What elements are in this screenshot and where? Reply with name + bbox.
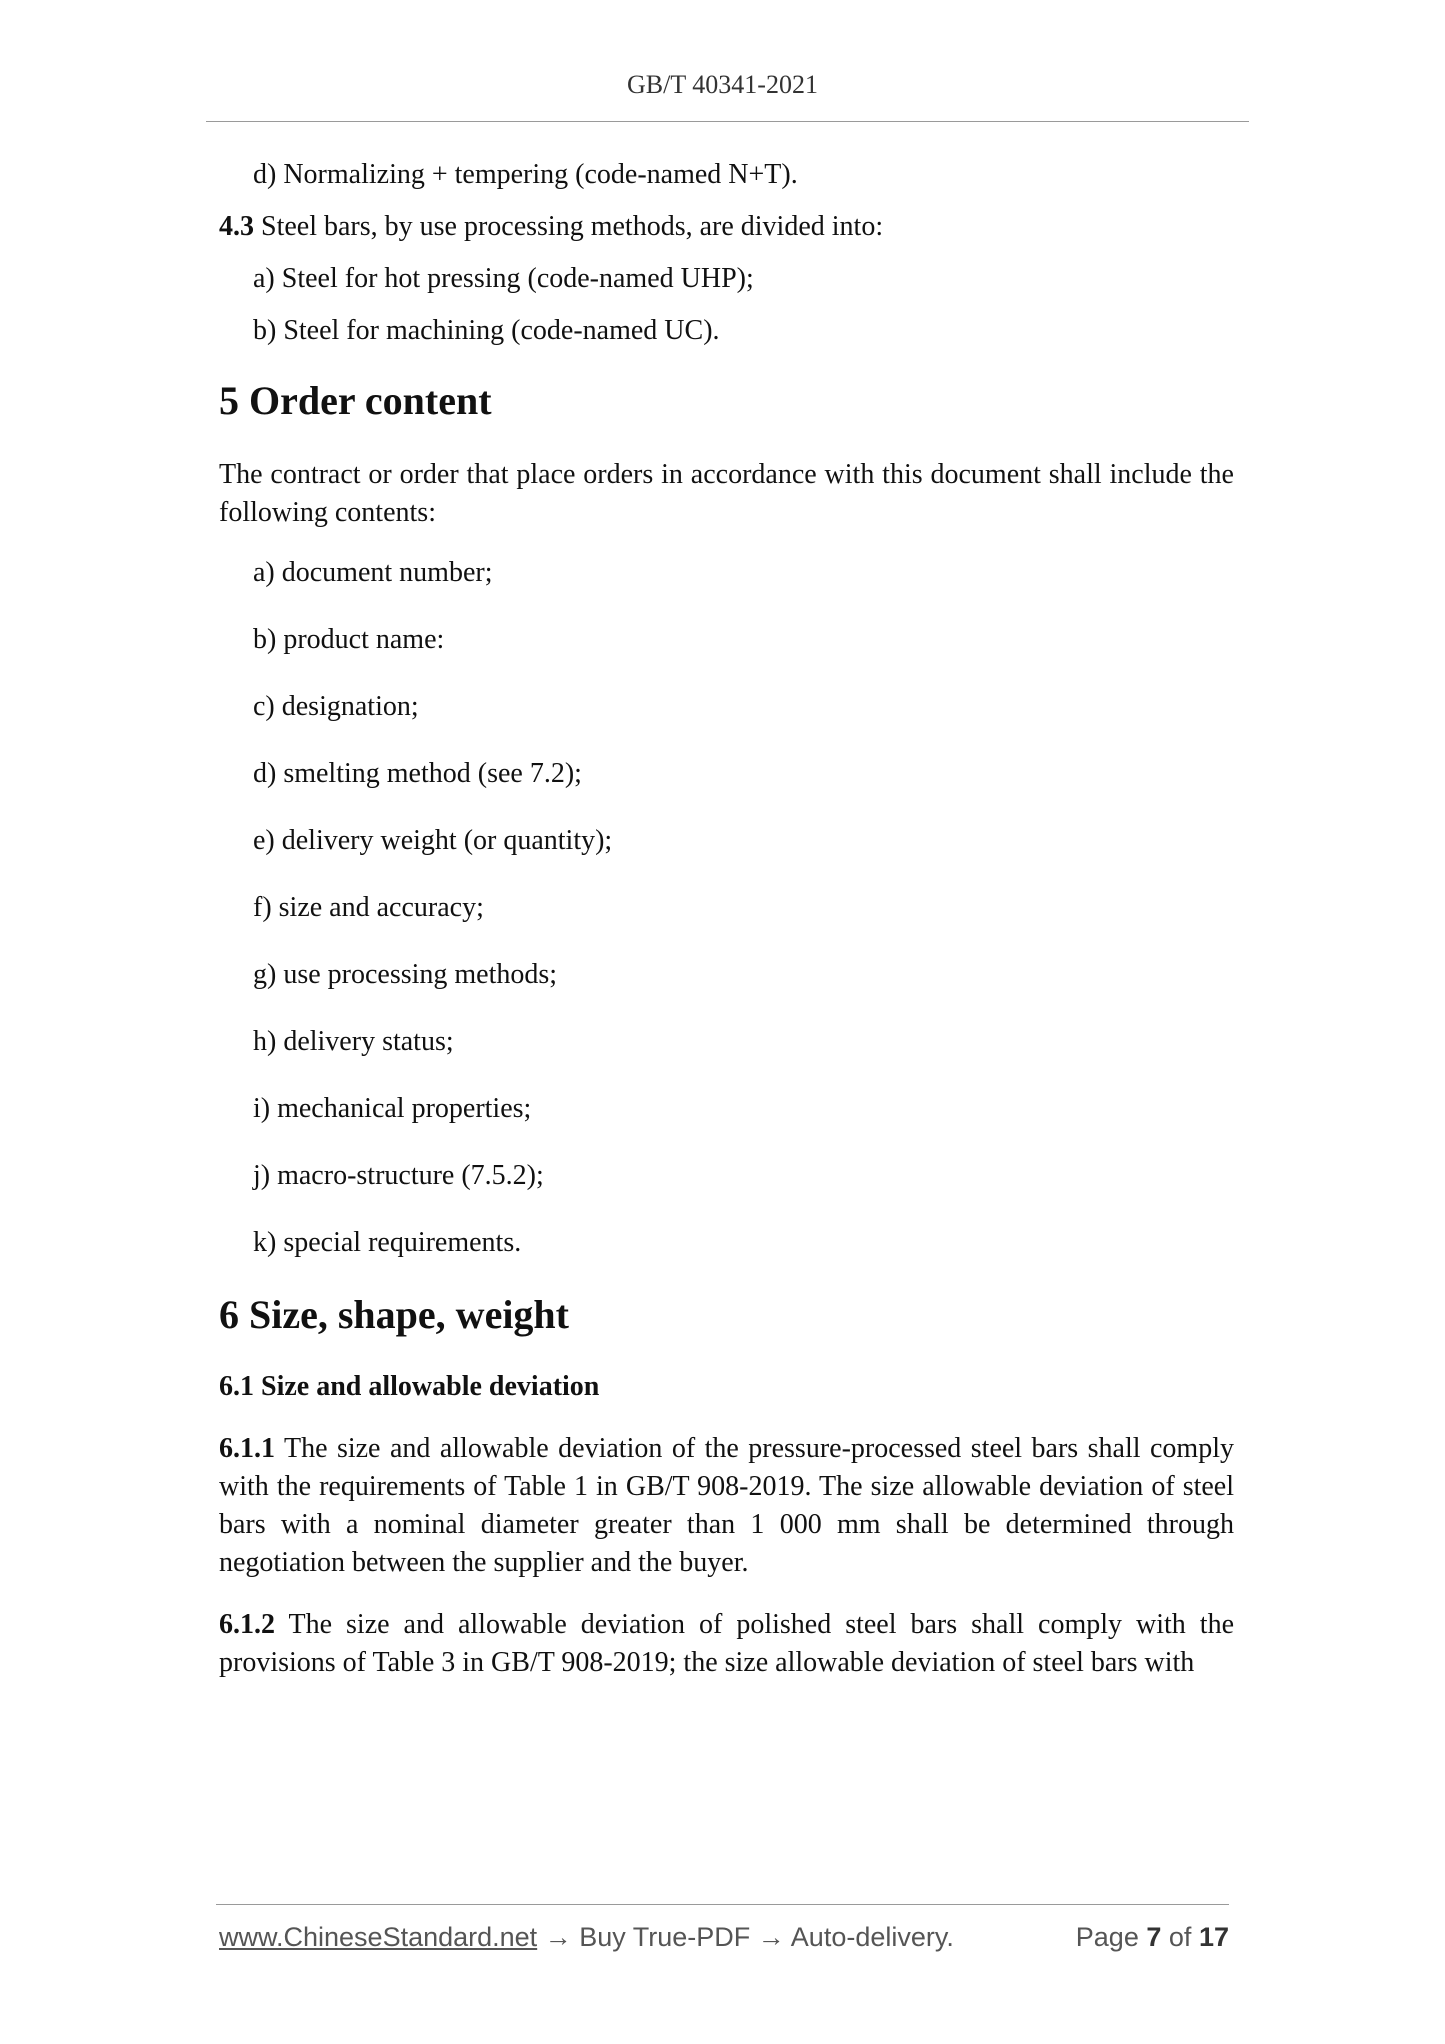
list-item: i) mechanical properties;: [253, 1093, 532, 1124]
page-footer: [219, 1922, 1229, 1962]
page-header: [0, 70, 1445, 100]
item-a-uhp: a) Steel for hot pressing (code-named UHP);: [253, 263, 754, 294]
clause-text: Steel bars, by use processing methods, are divided into:: [254, 211, 884, 242]
clause-6-1-2: [219, 1606, 1234, 1682]
page-label: Page: [1075, 1922, 1139, 1952]
list-item: j) macro-structure (7.5.2);: [253, 1160, 544, 1191]
arrow-right-icon: →: [757, 1922, 785, 1952]
list-item: b) product name:: [253, 624, 445, 655]
list-item: f) size and accuracy;: [253, 892, 484, 923]
section-6-title: 6 Size, shape, weight: [219, 1292, 569, 1337]
section-5-intro: The contract or order that place orders in accordance with this document shall include the following contents:: [219, 459, 1234, 528]
clause-text: The size and allowable deviation of the pressure-processed steel bars shall comply with the requirements of Table 1 in GB/T 908-2019. The size allowable deviation of steel bars with a nominal diameter greater than 1 000 mm shall be determined through negotiation between the supplier and the buyer.: [219, 1433, 1234, 1578]
clause-6-1-1: [219, 1430, 1234, 1582]
subsection-6-1-title: 6.1 Size and allowable deviation: [219, 1371, 600, 1402]
item-b-uc: b) Steel for machining (code-named UC).: [253, 315, 720, 346]
clause-number: 6.1.1: [219, 1433, 275, 1464]
clause-4-3: [219, 208, 1234, 246]
page-indicator: [1076, 1922, 1229, 1953]
list-item: a) document number;: [253, 557, 493, 588]
item-d-nt: d) Normalizing + tempering (code-named N+T).: [253, 159, 798, 190]
section-5-title: 5 Order content: [219, 378, 492, 423]
footer-divider: [216, 1904, 1229, 1905]
list-item: e) delivery weight (or quantity);: [253, 825, 613, 856]
list-item: h) delivery status;: [253, 1026, 454, 1057]
website-link[interactable]: www.ChineseStandard.net: [219, 1922, 538, 1952]
clause-number: 4.3: [219, 211, 254, 242]
document-body: [219, 156, 1234, 1682]
doc-id: GB/T 40341-2021: [627, 70, 818, 99]
list-item: g) use processing methods;: [253, 959, 558, 990]
delivery-text: Auto-delivery.: [790, 1922, 954, 1952]
clause-number: 6.1.2: [219, 1609, 275, 1640]
arrow-right-icon: →: [544, 1922, 572, 1952]
list-item: d) smelting method (see 7.2);: [253, 758, 582, 789]
page-total: 17: [1198, 1922, 1229, 1952]
buy-text: Buy True-PDF: [579, 1922, 751, 1952]
clause-text: The size and allowable deviation of polished steel bars shall comply with the provisions of Table 3 in GB/T 908-2019; the size allowable deviation of steel bars with: [219, 1609, 1234, 1678]
of-label: of: [1168, 1922, 1192, 1952]
header-divider: [206, 121, 1249, 122]
list-item: c) designation;: [253, 691, 419, 722]
footer-promo: [219, 1922, 954, 1953]
list-item: k) special requirements.: [253, 1227, 522, 1258]
page-number: 7: [1146, 1922, 1162, 1952]
